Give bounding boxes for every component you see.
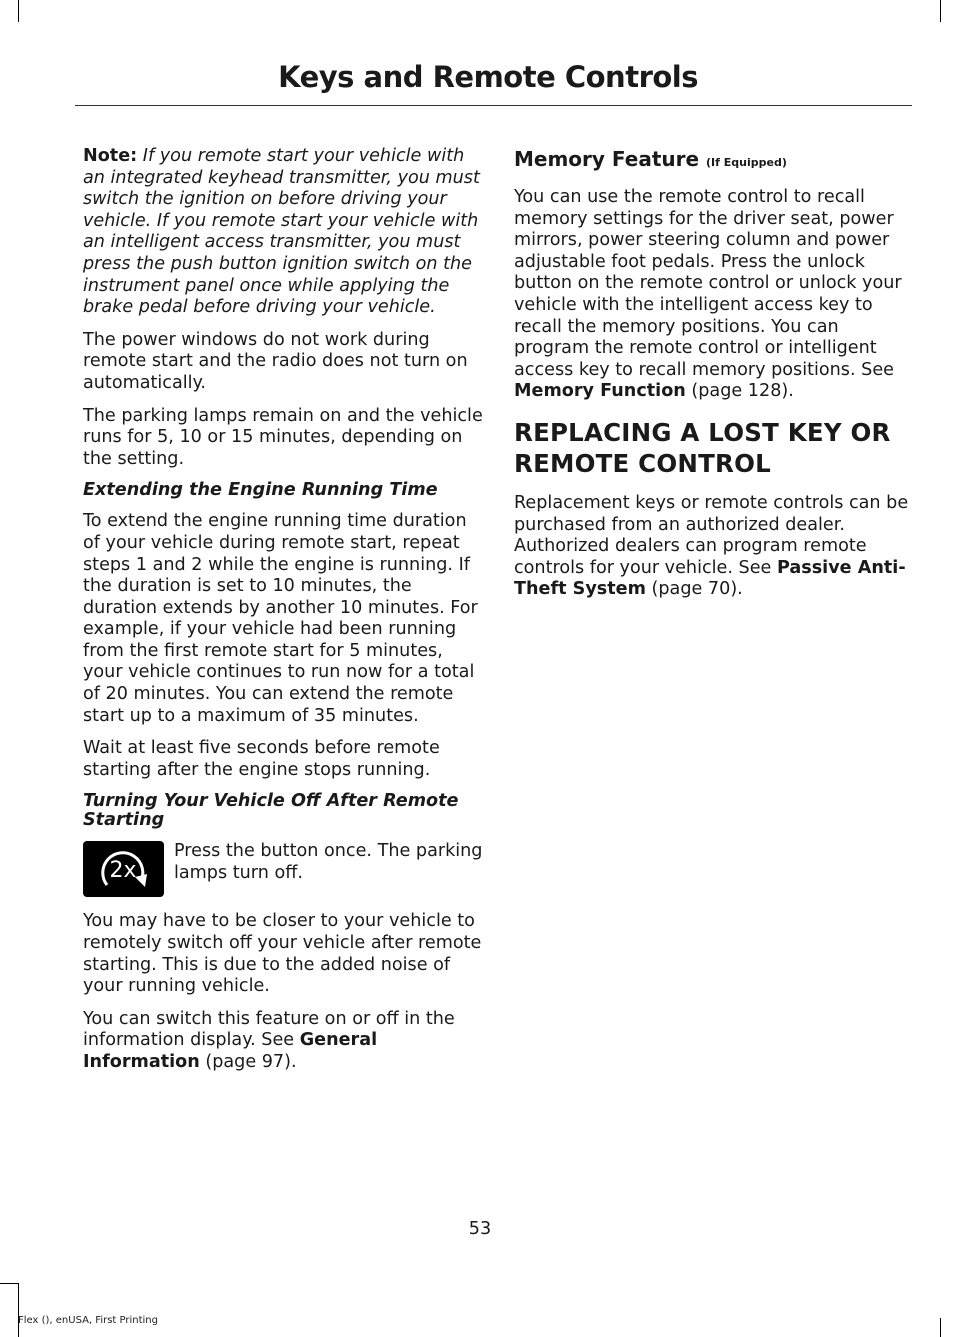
heading-replacing-lost-key — [514, 417, 909, 479]
paragraph-parking-lamps: The parking lamps remain on and the vehicle runs for 5, 10 or 15 minutes, depending on the setting. — [83, 405, 483, 469]
memory-page-reference: (page 128). — [685, 381, 794, 402]
footer-text: Flex (), enUSA, First Printing — [18, 1315, 158, 1326]
paragraph-information-display — [83, 1009, 483, 1074]
remote-start-2x-icon — [83, 841, 164, 897]
paragraph-power-windows: The power windows do not work during remote start and the radio does not turn on automatically. — [83, 329, 468, 393]
heading-memory-feature — [514, 146, 909, 176]
xref-general-information[interactable]: General Information — [83, 1030, 378, 1072]
icon-instruction-row — [83, 841, 483, 897]
heading-extending-running-time: Extending the Engine Running Time — [83, 480, 438, 501]
crop-mark-bottom-right — [940, 1318, 941, 1337]
crop-mark-bottom-left-h — [0, 1283, 18, 1284]
paragraph-memory — [514, 187, 909, 403]
icon-label: 2x — [109, 858, 137, 884]
heading-turning-off: Turning Your Vehicle Off After Remote Starting — [83, 791, 459, 831]
crop-mark-bottom-left — [18, 1283, 19, 1337]
replace-heading-line2: REMOTE CONTROL — [514, 448, 771, 478]
note-paragraph — [83, 146, 483, 319]
left-column — [83, 146, 483, 1085]
paragraph-wait: Wait at least five seconds before remote starting after the engine stops running. — [83, 738, 440, 780]
replace-page-reference: (page 70). — [645, 579, 743, 600]
replace-text: Replacement keys or remote controls can be purchased from an authorized dealer. Authorized dealers can program remote controls for your vehicle. See — [514, 492, 909, 578]
note-label: Note: — [83, 146, 138, 166]
paragraph-extend-duration: To extend the engine running time duration of your vehicle during remote start, repeat steps 1 and 2 while the engine is running. If the duration is set to 10 minutes, the duration extends by another 10 minutes. For example, if your vehicle had been running from the first remote start for 5 minutes, your vehicle continues to run now for a total of 20 minutes. You can extend the remote start up to a maximum of 35 minutes. — [83, 511, 478, 726]
xref-passive-anti-theft[interactable]: Passive Anti-Theft System — [514, 557, 906, 600]
replace-heading-line1: REPLACING A LOST KEY OR — [514, 417, 891, 447]
information-display-text: You can switch this feature on or off in the information display. See — [83, 1008, 455, 1051]
memory-text: You can use the remote control to recall memory settings for the driver seat, power mirrors, power steering column and power adjustable foot pedals. Press the unlock button on the remote control or unlock your vehicle with the intelligent access key to recall the memory positions. You can program the remote control or intelligent access key to recall memory positions. See — [514, 187, 902, 380]
page-title: Keys and Remote Controls — [278, 60, 698, 94]
paragraph-replacement — [514, 493, 909, 601]
header-divider — [75, 105, 912, 106]
xref-memory-function[interactable]: Memory Function — [514, 381, 686, 402]
crop-mark-top-left — [18, 0, 19, 22]
memory-heading-text: Memory Feature — [514, 147, 700, 171]
page-reference: (page 97). — [199, 1052, 297, 1072]
memory-qualifier: (If Equipped) — [706, 156, 787, 169]
crop-mark-top-right — [940, 0, 941, 22]
paragraph-closer-to-vehicle: You may have to be closer to your vehicle to remotely switch off your vehicle after remote starting. This is due to the added noise of your running vehicle. — [83, 911, 482, 997]
right-column — [514, 146, 909, 612]
paragraph-press-button: Press the button once. The parking lamps turn off. — [174, 841, 483, 884]
page-number: 53 — [468, 1219, 492, 1239]
note-text: If you remote start your vehicle with an integrated keyhead transmitter, you must switch the ignition on before driving your vehicle. If you remote start your vehicle with an intelligent access transmitter, you must press the push button ignition switch on the instrument panel once while applying the brake pedal before driving your vehicle. — [83, 146, 480, 318]
